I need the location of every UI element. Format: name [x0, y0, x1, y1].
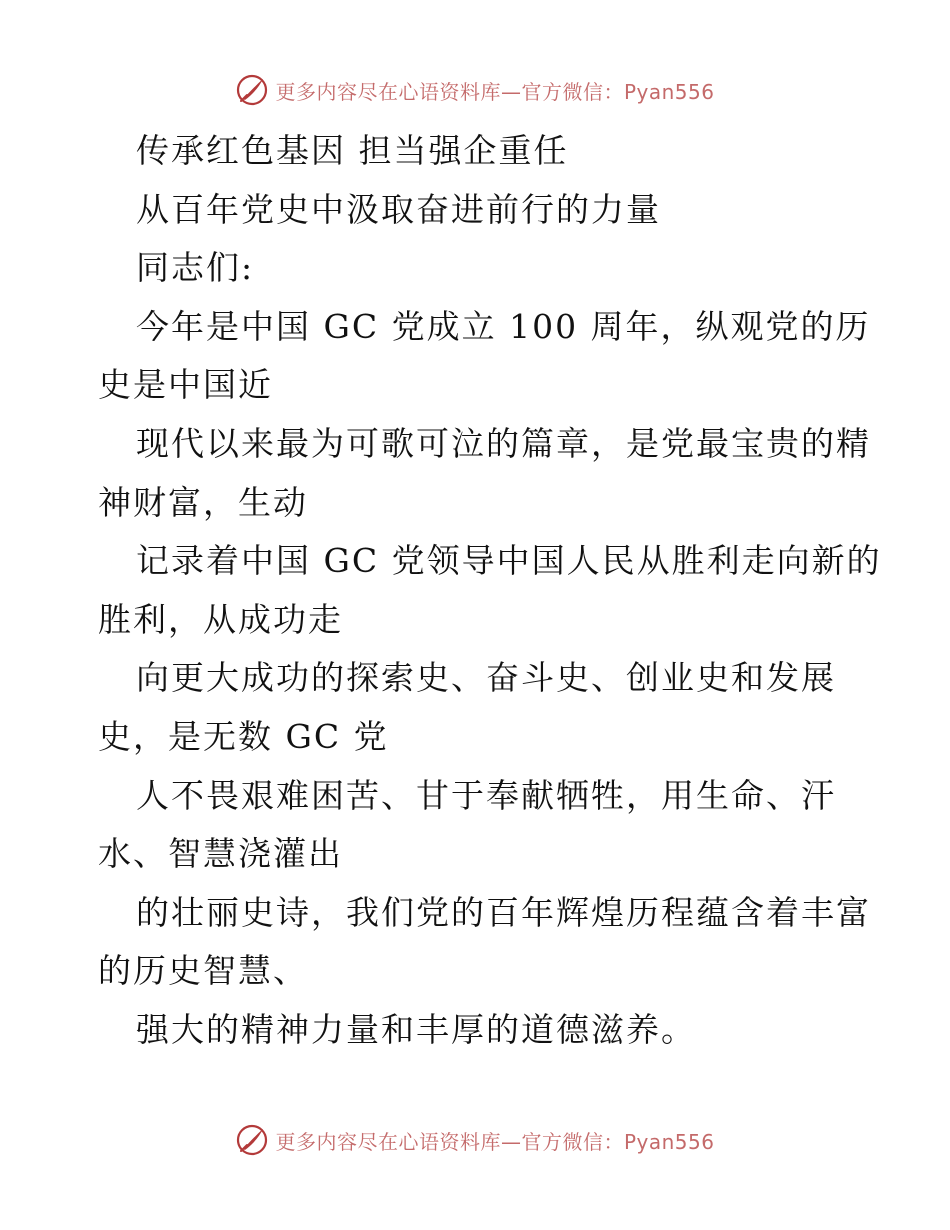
- paragraph-line: 神财富，生动: [98, 482, 308, 522]
- doc-salutation: 同志们:: [136, 248, 255, 288]
- doc-subtitle: 从百年党史中汲取奋进前行的力量: [136, 189, 661, 229]
- paragraph-line: 记录着中国 GC 党领导中国人民从胜利走向新的: [136, 541, 882, 581]
- quill-seal-icon: [235, 73, 269, 107]
- paragraph-line: 水、智慧浇灌出: [98, 834, 343, 874]
- footer-watermark: [0, 1120, 950, 1160]
- header-watermark: [0, 70, 950, 110]
- doc-title: 传承红色基因 担当强企重任: [136, 131, 569, 170]
- paragraph-line: 向更大成功的探索史、奋斗史、创业史和发展: [136, 658, 836, 698]
- paragraph-line: 今年是中国 GC 党成立 100 周年，纵观党的历: [136, 306, 871, 346]
- paragraph-line: 史是中国近: [98, 365, 273, 405]
- paragraph-line: 的壮丽史诗，我们党的百年辉煌历程蕴含着丰富: [136, 892, 871, 932]
- watermark-text: 更多内容尽在心语资料库—官方微信：Pyan556: [275, 1129, 715, 1154]
- paragraph-line: 现代以来最为可歌可泣的篇章，是党最宝贵的精: [136, 423, 871, 463]
- paragraph-line: 人不畏艰难困苦、甘于奉献牺牲，用生命、汗: [136, 775, 836, 815]
- quill-seal-icon: [235, 1123, 269, 1157]
- paragraph-line: 强大的精神力量和丰厚的道德滋养。: [136, 1009, 696, 1049]
- paragraph-line: 史，是无数 GC 党: [98, 716, 389, 756]
- paragraph-line: 的历史智慧、: [98, 951, 308, 991]
- watermark-text: 更多内容尽在心语资料库—官方微信：Pyan556: [275, 79, 715, 104]
- document-body: [98, 122, 882, 1060]
- paragraph-line: 胜利，从成功走: [98, 599, 343, 639]
